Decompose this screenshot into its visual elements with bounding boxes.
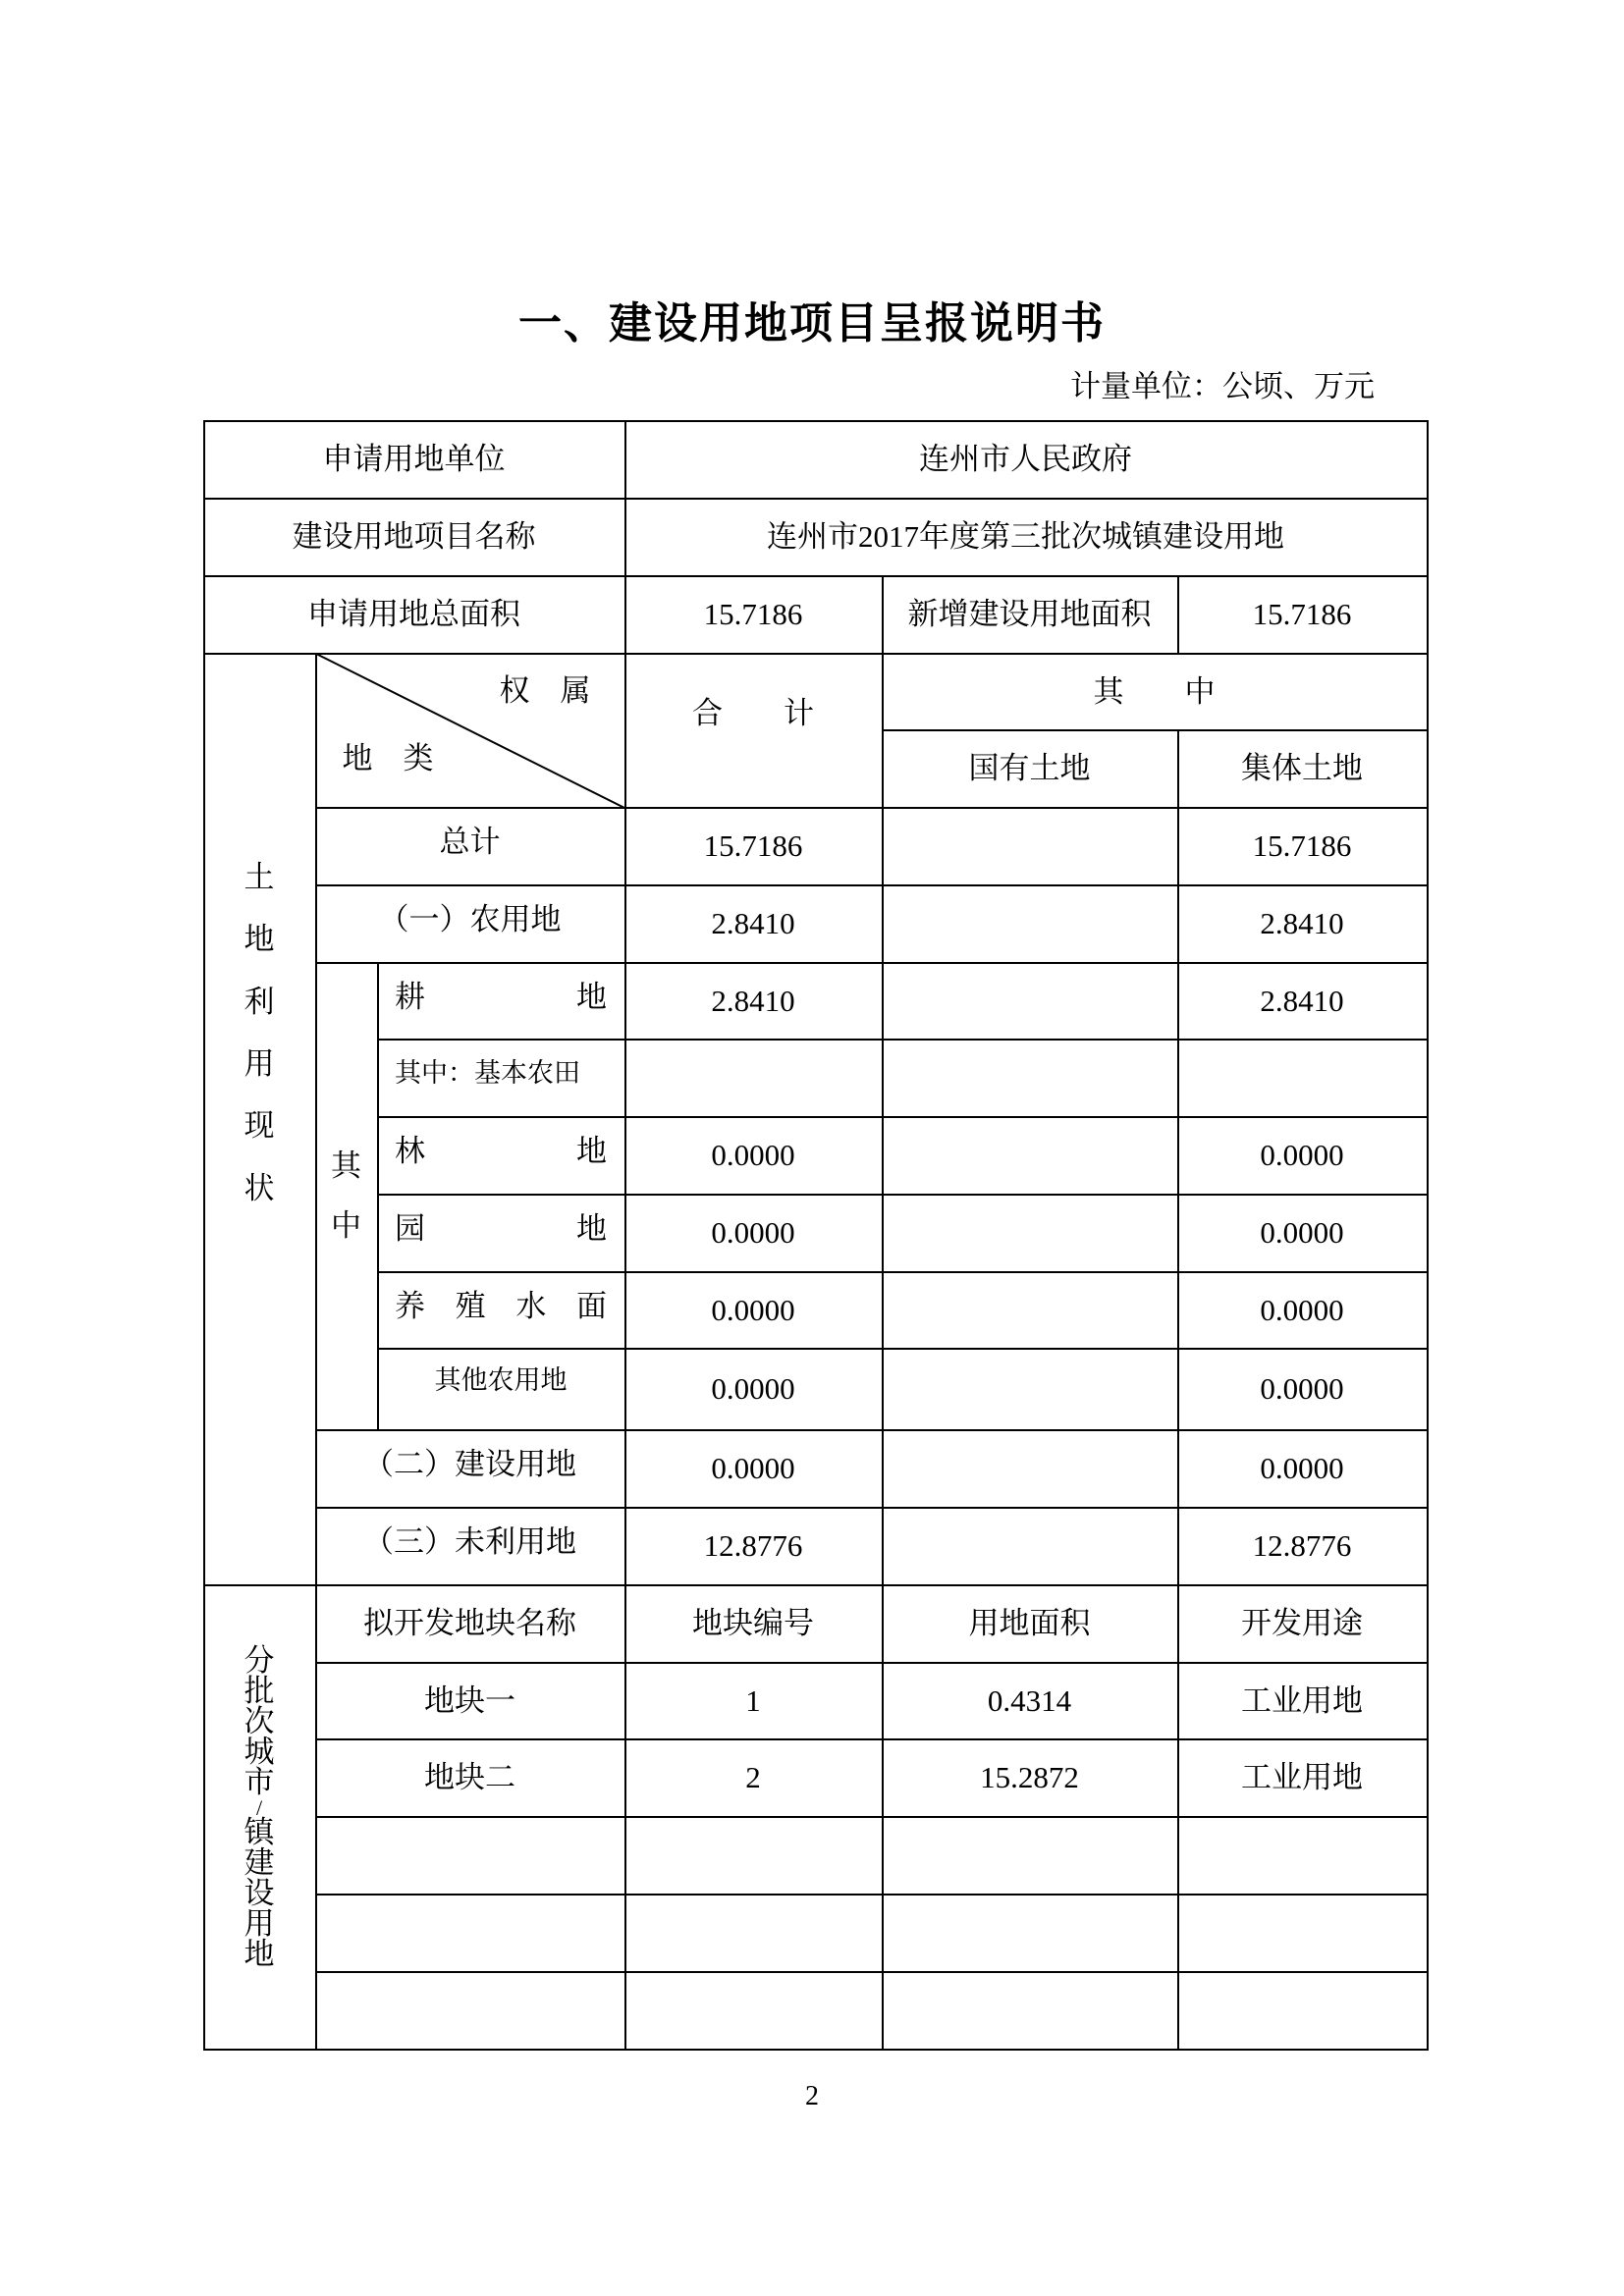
cell-state (882, 1271, 1177, 1348)
section-char: 批 (244, 1674, 275, 1708)
land-use-section-label (203, 862, 315, 1235)
col-total-header: 合 计 (692, 695, 814, 730)
parcel-name (315, 1816, 624, 1894)
section-char: 设 (244, 1876, 275, 1910)
parcel-header-number: 地块编号 (692, 1606, 814, 1640)
parcel-area (882, 1971, 1177, 2049)
cell-state (882, 807, 1177, 884)
section-char: 用 (244, 1906, 275, 1941)
row-label-basic-farmland: 其中：基本农田 (395, 1058, 580, 1088)
cell-total: 0.0000 (711, 1292, 795, 1327)
parcel-name (315, 1894, 624, 1971)
parcel-name: 地块一 (424, 1682, 515, 1718)
col-of-which-header: 其 中 (1093, 673, 1216, 709)
parcel-use (1177, 1816, 1427, 1894)
label-part: 养 (395, 1288, 425, 1323)
label-part: 地 (576, 1134, 607, 1168)
label-part: 面 (575, 1288, 607, 1323)
cell-total: 0.0000 (711, 1138, 795, 1172)
label-part: 林 (395, 1134, 425, 1168)
project-name-value: 连州市2017年度第三批次城镇建设用地 (767, 519, 1284, 554)
cell-state (882, 1507, 1177, 1584)
cell-collective (1177, 1039, 1427, 1116)
row-label-cultivated (377, 962, 624, 1039)
parcel-area: 15.2872 (980, 1760, 1079, 1794)
cell-collective: 2.8410 (1260, 983, 1344, 1018)
parcel-number (624, 1971, 882, 2049)
parcel-name: 地块二 (424, 1760, 515, 1794)
row-label-forest (377, 1116, 624, 1194)
cell-total: 12.8776 (703, 1528, 803, 1563)
parcel-number: 2 (745, 1760, 761, 1794)
cell-total (624, 1039, 882, 1116)
unit-note: 计量单位：公顷、万元 (1070, 369, 1375, 403)
cell-collective: 0.0000 (1260, 1215, 1344, 1250)
cell-collective: 0.0000 (1260, 1451, 1344, 1485)
diag-land-type-label: 地 类 (342, 740, 434, 775)
parcel-use: 工业用地 (1241, 1682, 1363, 1718)
cell-collective: 0.0000 (1260, 1292, 1344, 1327)
cell-collective: 12.8776 (1252, 1528, 1352, 1563)
cell-state (882, 1039, 1177, 1116)
cell-total: 15.7186 (703, 828, 803, 863)
row-label-total: 总计 (439, 825, 501, 859)
section-char: / (255, 1795, 263, 1820)
row-label-unused: （三）未利用地 (363, 1524, 576, 1559)
label-part: 地 (576, 979, 607, 1014)
section-char: 市 (244, 1765, 275, 1799)
parcel-header-area: 用地面积 (968, 1606, 1091, 1640)
parcel-use (1177, 1971, 1427, 2049)
cell-total: 0.0000 (711, 1371, 795, 1406)
cell-state (882, 1116, 1177, 1194)
parcel-name (315, 1971, 624, 2049)
parcel-header-use: 开发用途 (1241, 1606, 1363, 1640)
cell-collective: 15.7186 (1252, 828, 1352, 863)
section-char: 地 (244, 1937, 275, 1971)
section-char: 土 (244, 860, 275, 894)
diag-ownership-label: 权 属 (499, 672, 591, 708)
row-label-garden (377, 1194, 624, 1271)
new-area-label: 新增建设用地面积 (907, 597, 1152, 631)
parcel-area (882, 1894, 1177, 1971)
cell-collective: 0.0000 (1260, 1138, 1344, 1172)
parcel-header-name: 拟开发地块名称 (363, 1606, 576, 1640)
parcel-area (882, 1816, 1177, 1894)
label-part: 园 (395, 1211, 425, 1246)
cell-state (882, 1348, 1177, 1429)
section-char: 地 (244, 922, 275, 957)
section-char: 利 (244, 984, 275, 1019)
parcel-use: 工业用地 (1241, 1760, 1363, 1794)
of-which-vertical-label (315, 1150, 377, 1249)
of-which-char: 中 (331, 1207, 361, 1243)
row-label-construction: （二）建设用地 (363, 1447, 576, 1481)
cell-total: 0.0000 (711, 1215, 795, 1250)
row-label-farmland: （一）农用地 (378, 902, 562, 936)
of-which-char: 其 (331, 1148, 361, 1183)
cell-state (882, 1194, 1177, 1271)
parcel-use (1177, 1894, 1427, 1971)
cell-state (882, 962, 1177, 1039)
new-area-value: 15.7186 (1252, 597, 1352, 631)
parcel-number (624, 1894, 882, 1971)
section-char: 城 (244, 1735, 275, 1769)
parcel-number: 1 (745, 1682, 761, 1718)
applicant-value: 连州市人民政府 (919, 442, 1132, 476)
applicant-label: 申请用地单位 (322, 442, 506, 476)
label-part: 耕 (395, 979, 425, 1014)
parcel-number (624, 1816, 882, 1894)
label-part: 水 (515, 1288, 547, 1323)
row-label-other-farmland: 其他农用地 (434, 1365, 568, 1395)
document-title: 一、建设用地项目呈报说明书 (518, 299, 1106, 347)
label-part: 殖 (455, 1288, 486, 1323)
cell-collective: 2.8410 (1260, 906, 1344, 940)
cell-total: 2.8410 (711, 983, 795, 1018)
section-char: 分 (244, 1643, 275, 1678)
page-number: 2 (805, 2081, 819, 2111)
section-char: 用 (244, 1045, 275, 1081)
section-char: 次 (244, 1704, 275, 1738)
row-label-aquaculture (377, 1271, 624, 1348)
total-area-label: 申请用地总面积 (307, 597, 520, 631)
cell-collective: 0.0000 (1260, 1371, 1344, 1406)
section-char: 镇 (244, 1815, 275, 1849)
cell-total: 0.0000 (711, 1451, 795, 1485)
parcels-section-label (203, 1645, 315, 1969)
cell-total: 2.8410 (711, 906, 795, 940)
cell-state (882, 1429, 1177, 1507)
project-name-label: 建设用地项目名称 (292, 519, 536, 554)
section-char: 状 (244, 1170, 275, 1205)
col-collective-land-header: 集体土地 (1241, 751, 1363, 785)
section-char: 建 (244, 1845, 275, 1880)
parcel-area: 0.4314 (987, 1682, 1072, 1718)
col-state-land-header: 国有土地 (968, 751, 1091, 785)
section-char: 现 (244, 1108, 275, 1144)
cell-state (882, 884, 1177, 962)
total-area-value: 15.7186 (703, 597, 803, 631)
label-part: 地 (576, 1211, 607, 1246)
